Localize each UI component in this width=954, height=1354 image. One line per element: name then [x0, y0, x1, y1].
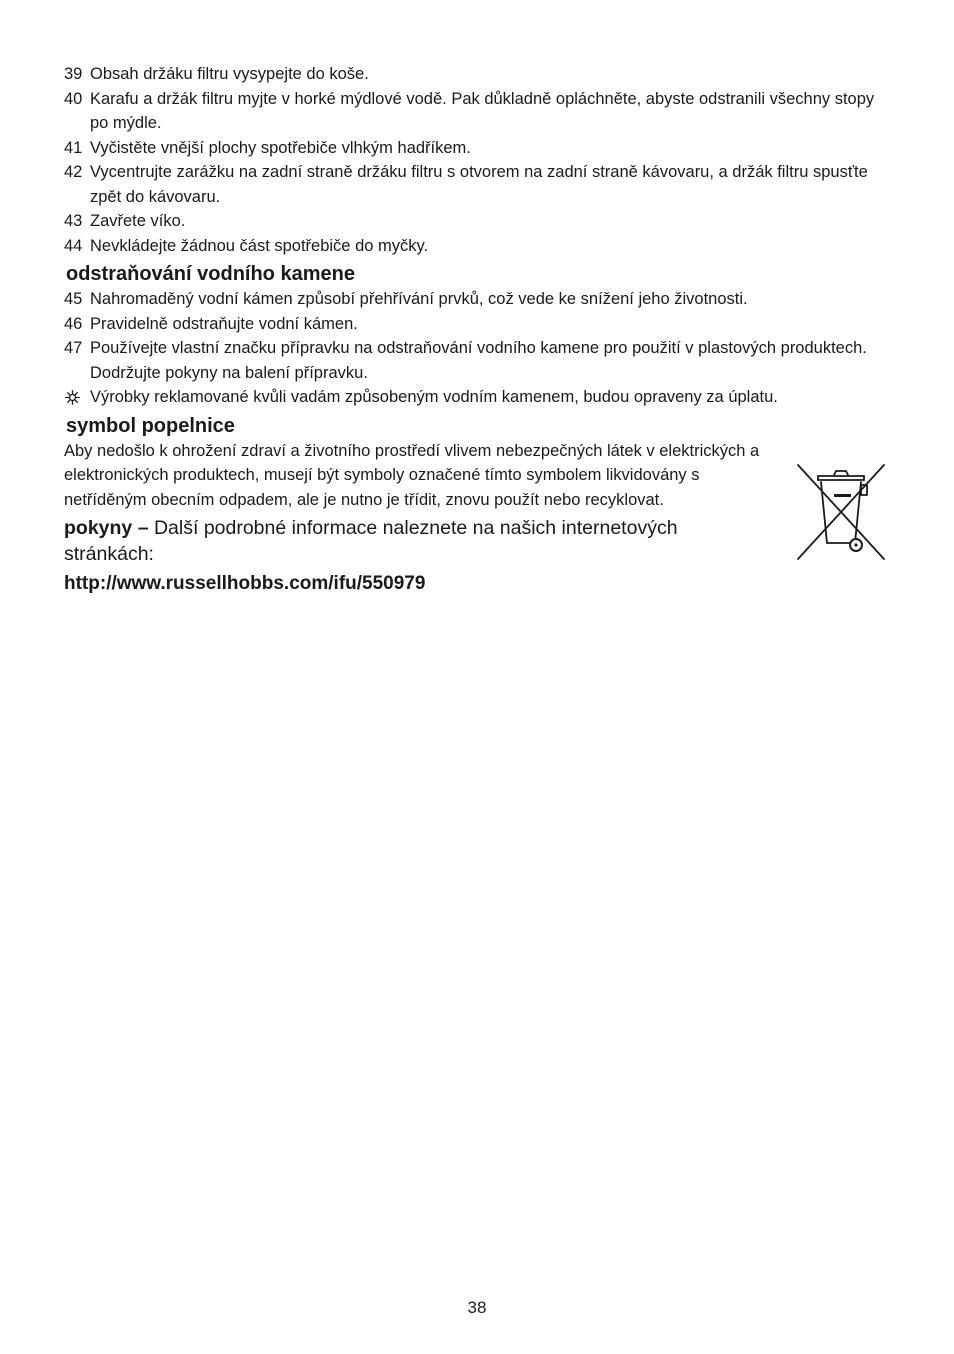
sun-icon — [65, 390, 80, 405]
item-text: Nevkládejte žádnou část spotřebiče do myčky. — [90, 236, 429, 255]
list-item — [64, 209, 886, 234]
item-number: 47 — [64, 339, 83, 357]
disposal-paragraph: Aby nedošlo k ohrožení zdraví a životního prostředí vlivem nebezpečných látek v elektrických a elektronických produktech, musejí být symboly označené tímto symbolem likvidovány s netříděným obecním odpadem, ale je nutno je třídit, znovu použít nebo recyklovat. — [64, 441, 760, 509]
item-text: Vyčistěte vnější plochy spotřebiče vlhkým hadříkem. — [90, 138, 471, 157]
crossed-out-wheelie-bin-icon — [796, 463, 886, 561]
item-number: 46 — [64, 314, 83, 333]
list-item — [64, 336, 886, 385]
info-text: Další podrobné informace naleznete na našich internetových stránkách: — [64, 517, 678, 565]
item-text: Vycentrujte zarážku na zadní straně držáku filtru s otvorem na zadní straně kávovaru, a držák filtru spusťte zpět do kávovaru. — [90, 163, 868, 206]
list-item — [64, 234, 886, 259]
list-item — [64, 62, 886, 87]
item-number: 40 — [64, 89, 83, 108]
info-label: pokyny — [64, 517, 133, 539]
note-text: Výrobky reklamované kvůli vadám způsobeným vodním kamenem, budou opraveny za úplatu. — [90, 388, 778, 406]
item-text: Používejte vlastní značku přípravku na odstraňování vodního kamene pro použití v plastových produktech. Dodržujte pokyny na balení přípravku. — [90, 339, 867, 382]
item-text: Obsah držáku filtru vysypejte do koše. — [90, 65, 369, 83]
document-body — [64, 62, 886, 597]
item-text: Nahromaděný vodní kámen způsobí přehřívání prvků, což vede ke snížení jeho životnosti. — [90, 290, 748, 308]
item-number: 42 — [64, 163, 83, 181]
info-dash: – — [132, 517, 154, 539]
item-number: 43 — [64, 212, 83, 230]
list-item — [64, 287, 886, 312]
list-item — [64, 160, 886, 209]
item-text: Zavřete víko. — [90, 212, 186, 230]
descaling-list — [64, 287, 886, 410]
item-text: Karafu a držák filtru myjte v horké mýdlové vodě. Pak důkladně opláchněte, abyste odstranili všechny stopy po mýdle. — [90, 89, 875, 132]
section-heading-bin-symbol: symbol popelnice — [66, 414, 235, 437]
item-number: 41 — [64, 138, 83, 157]
info-paragraph — [64, 515, 764, 567]
page-number: 38 — [467, 1298, 487, 1317]
item-text: Pravidelně odstraňujte vodní kámen. — [90, 314, 358, 333]
list-item — [64, 136, 886, 161]
list-item — [64, 312, 886, 337]
note-item — [64, 385, 886, 410]
list-item — [64, 87, 886, 136]
item-number: 45 — [64, 290, 83, 308]
website-url[interactable]: http://www.russellhobbs.com/ifu/550979 — [64, 573, 426, 594]
item-number: 39 — [64, 65, 83, 83]
cleaning-steps-list — [64, 62, 886, 258]
item-number: 44 — [64, 236, 83, 255]
section-heading-descaling: odstraňování vodního kamene — [66, 263, 355, 285]
